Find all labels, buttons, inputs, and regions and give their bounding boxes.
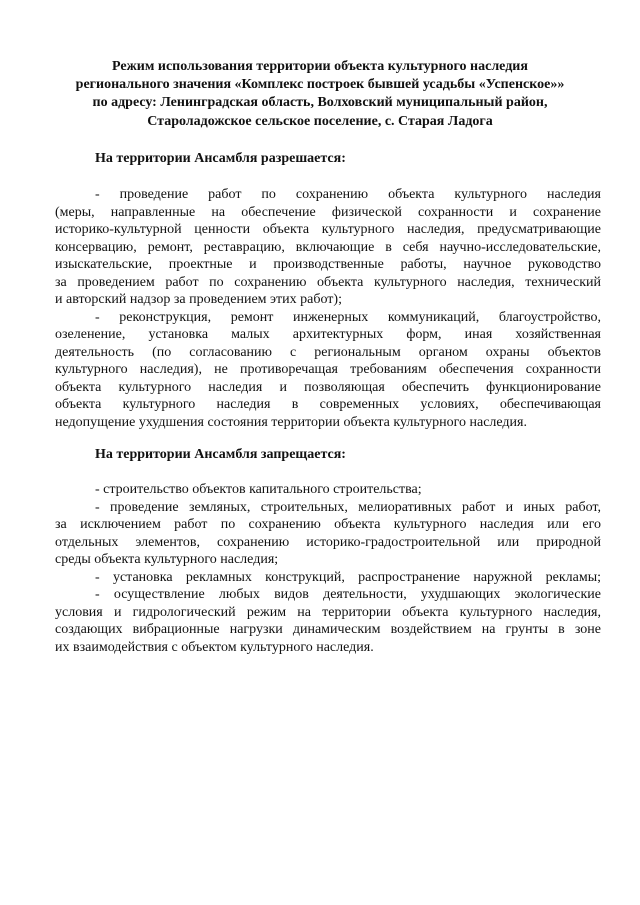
- allowed-line: - реконструкция, ремонт инженерных коммуникаций, благоустройство,: [95, 309, 601, 325]
- allowed-line: недопущение ухудшения состояния территории объекта культурного наследия.: [55, 414, 527, 430]
- prohibited-line: - установка рекламных конструкций, распространение наружной рекламы;: [95, 569, 601, 585]
- allowed-line: изыскательские, проектные и производственные работы, научное руководство: [55, 257, 601, 272]
- allowed-line: культурного наследия), не противоречащая требованиям обеспечения сохранности: [55, 362, 601, 377]
- allowed-line: за проведением работ по сохранению объекта культурного наследия, технический: [55, 274, 601, 290]
- prohibited-line: - осуществление любых видов деятельности, ухудшающих экологические: [95, 587, 601, 602]
- prohibited-line: отдельных элементов, сохранению историко-градостроительной или природной: [55, 534, 601, 550]
- prohibited-line: - проведение земляных, строительных, мелиоративных работ и иных работ,: [95, 499, 601, 515]
- title-line: регионального значения «Комплекс построек бывшей усадьбы «Успенское»»: [75, 77, 565, 93]
- allowed-line: деятельность (по согласованию с региональным органом охраны объектов: [55, 344, 601, 360]
- document-title: [40, 58, 600, 131]
- allowed-line: (меры, направленные на обеспечение физической сохранности и сохранение: [55, 204, 601, 220]
- allowed-line: историко-культурной ценности объекта культурного наследия, предусматривающие: [55, 222, 601, 237]
- prohibited-line: за исключением работ по сохранению объекта культурного наследия или его: [55, 517, 601, 532]
- title-line: по адресу: Ленинградская область, Волховский муниципальный район,: [92, 95, 548, 111]
- allowed-line: - проведение работ по сохранению объекта культурного наследия: [95, 187, 601, 202]
- prohibited-heading: На территории Ансамбля запрещается:: [95, 447, 346, 462]
- prohibited-line: условия и гидрологический режим на территории объекта культурного наследия,: [55, 604, 601, 620]
- allowed-line: объекта культурного наследия в современных условиях, обеспечивающая: [55, 397, 601, 412]
- prohibited-line: среды объекта культурного наследия;: [55, 552, 279, 567]
- title-line: Староладожское сельское поселение, с. Старая Ладога: [147, 113, 493, 129]
- prohibited-line: создающих вибрационные нагрузки динамическим воздействием на грунты в зоне: [55, 622, 601, 637]
- allowed-line: объекта культурного наследия и позволяющая обеспечить функционирование: [55, 379, 601, 395]
- allowed-heading: На территории Ансамбля разрешается:: [95, 151, 346, 166]
- allowed-line: и авторский надзор за проведением этих работ);: [55, 292, 342, 307]
- title-line: Режим использования территории объекта культурного наследия: [112, 59, 528, 74]
- allowed-line: озеленение, установка малых архитектурных форм, иная хозяйственная: [55, 327, 601, 342]
- prohibited-line: их взаимодействия с объектом культурного наследия.: [55, 639, 374, 655]
- prohibited-line: - строительство объектов капитального строительства;: [95, 482, 422, 497]
- allowed-line: консервацию, ремонт, реставрацию, включающие в себя научно-исследовательские,: [55, 239, 601, 255]
